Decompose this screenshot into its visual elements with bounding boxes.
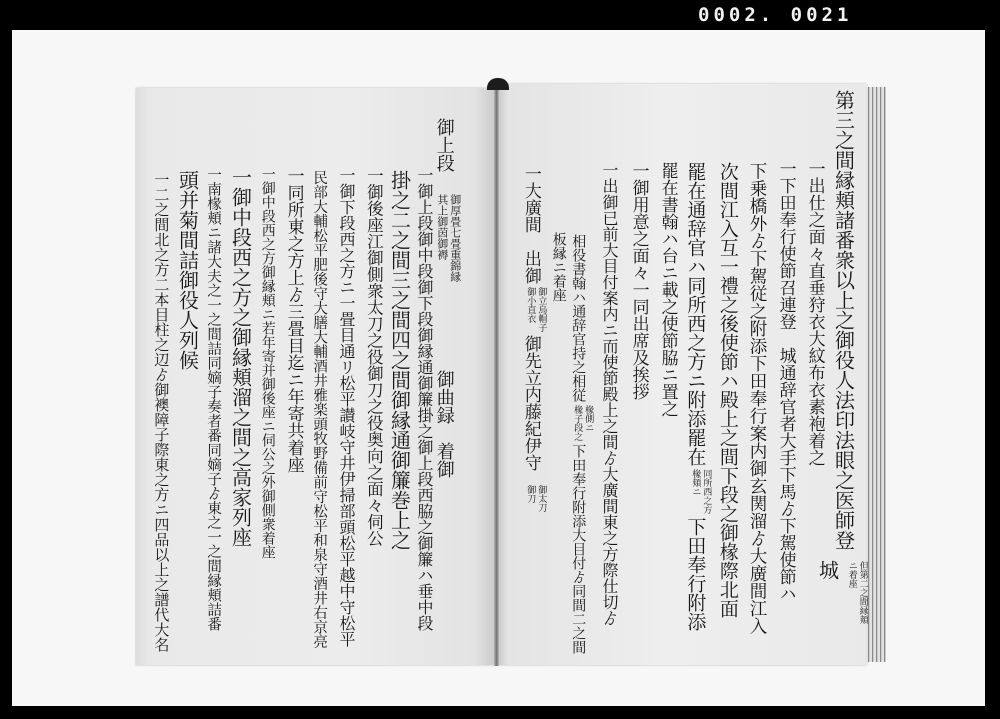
column-text: 罷在書翰ハ台ニ載之使節脇ニ置之: [657, 162, 678, 417]
column-text: 一御中段西之方御縁頬ニ若年寄并御後座ニ伺公之外御側衆着座: [259, 167, 276, 559]
column-text: 下田奉行附添大目付ゟ同間二之間: [570, 444, 587, 654]
column-text: 御先立内藤紀伊守: [520, 335, 541, 471]
interlinear-note: 御立烏帽子 御小直衣: [525, 287, 547, 332]
right-page-column-10: [569, 234, 594, 654]
column-text: 御曲録 着御: [433, 370, 455, 478]
column-text: 一御中段西之方之御縁頬溜之間之高家列座: [228, 167, 253, 547]
left-page-column-1: [432, 118, 462, 478]
column-text: 罷在通辞官ハ同所西之方ニ附添罷在: [684, 162, 707, 466]
right-page-column-4: [745, 162, 767, 635]
column-text: 板縁ニ着座: [550, 232, 567, 302]
left-page-column-3: [387, 170, 412, 550]
interlinear-note: 但第二之間縁頬 ニ着座: [846, 561, 868, 624]
column-text: 一大廣間 出御: [520, 165, 541, 284]
right-page-column-9: [599, 162, 619, 626]
left-page-column-4: [363, 167, 384, 547]
interlinear-note: 同所西之方 椽頬ニ: [690, 469, 712, 514]
column-text: 一御下段西之方ニ一畳目通リ松平讃岐守井伊掃部頭松平越中守松平: [337, 167, 356, 647]
interlinear-note: 御太刀 御刀: [525, 485, 547, 512]
column-text: 一出仕之面々直垂狩衣大紋布衣素袍着之: [804, 160, 825, 466]
column-text: 一下田奉行使節召連登 城通辞官者大手下馬ゟ下駕使節ハ: [775, 160, 796, 602]
column-text: 第三之間縁頬諸番衆以上之御役人法印法眼之医師登: [831, 90, 856, 550]
interlinear-note: 御厚畳七畳重錦縁 其上御茵御褥: [435, 194, 462, 282]
column-text: 掛之二之間三之間四之間御縁通御簾巻上之: [387, 170, 412, 550]
column-text: 一御上段御中段御下段御縁通御簾掛之御上段西脇之御簾ハ垂中段: [415, 167, 434, 631]
left-page-column-6: [310, 170, 328, 649]
book-spine: [487, 78, 509, 90]
column-text: 下乗橋外ゟ下駕従之附添下田奉行案内御玄関溜ゟ大廣間江入: [746, 162, 767, 635]
column-text: 御上段: [433, 118, 455, 172]
column-text: 下田奉行附添: [684, 517, 707, 631]
page-edges: [866, 87, 886, 662]
left-page-column-12: [152, 172, 171, 652]
right-page-column-7: [656, 162, 677, 417]
column-text: 城: [815, 560, 840, 580]
right-page-column-6: [683, 162, 712, 631]
right-page-column-1: [831, 90, 856, 550]
column-text: 一二之間北之方二本目柱之辺ゟ御襖障子際東之方ニ四品以上之譜代大名: [152, 172, 171, 652]
right-page-column-11: [549, 232, 567, 302]
right-page-column-2: [803, 160, 824, 466]
column-text: 一南椽頬ニ諸大夫之一之間詰同嫡子奏者番同嫡子ゟ東之一之間縁頬詰番: [205, 167, 222, 631]
right-page-column-5: [715, 162, 739, 618]
left-page-column-2: [414, 167, 434, 631]
left-page-column-9: [228, 167, 253, 547]
right-page-column-1-note: [842, 558, 868, 627]
left-page-column-8: [258, 167, 276, 559]
right-page-column-12: [520, 165, 547, 515]
interlinear-note: 椽側ニ 椽子段之: [572, 405, 594, 441]
right-page-column-8: [627, 162, 648, 400]
column-text: 民部大輔松平肥後守大膳大輔酒井雅楽頭牧野備前守松平和泉守酒井右京亮: [311, 170, 328, 649]
column-text: 頭并菊間詰御役人列候: [175, 170, 200, 370]
column-text: 一同所東之方上ゟ三畳目迄ニ年寄共着座: [283, 167, 304, 473]
column-text: 一御後座江御側衆太刀之役御刀之役奥向之面々伺公: [364, 167, 384, 547]
left-page-column-10: [204, 167, 222, 631]
column-text: 相役書翰ハ通辞官持之相従: [570, 234, 587, 402]
left-page-column-5: [336, 167, 356, 647]
film-frame-number: 0002. 0021: [698, 4, 853, 26]
right-page-column-1-tail: [815, 560, 840, 580]
left-page-column-11: [175, 170, 200, 370]
column-text: 一御用意之面々一同出席及挨拶: [628, 162, 649, 400]
right-page-column-3: [774, 160, 795, 602]
column-text: 一出御已前大目付案内ニ而使節殿上之間ゟ大廣間東之方際仕切ゟ: [600, 162, 619, 626]
book-gutter: [494, 86, 499, 666]
left-page-column-7: [282, 167, 303, 473]
column-text: 次間江入互一禮之後使節ハ殿上之間下段之御椽際北面: [716, 162, 739, 618]
